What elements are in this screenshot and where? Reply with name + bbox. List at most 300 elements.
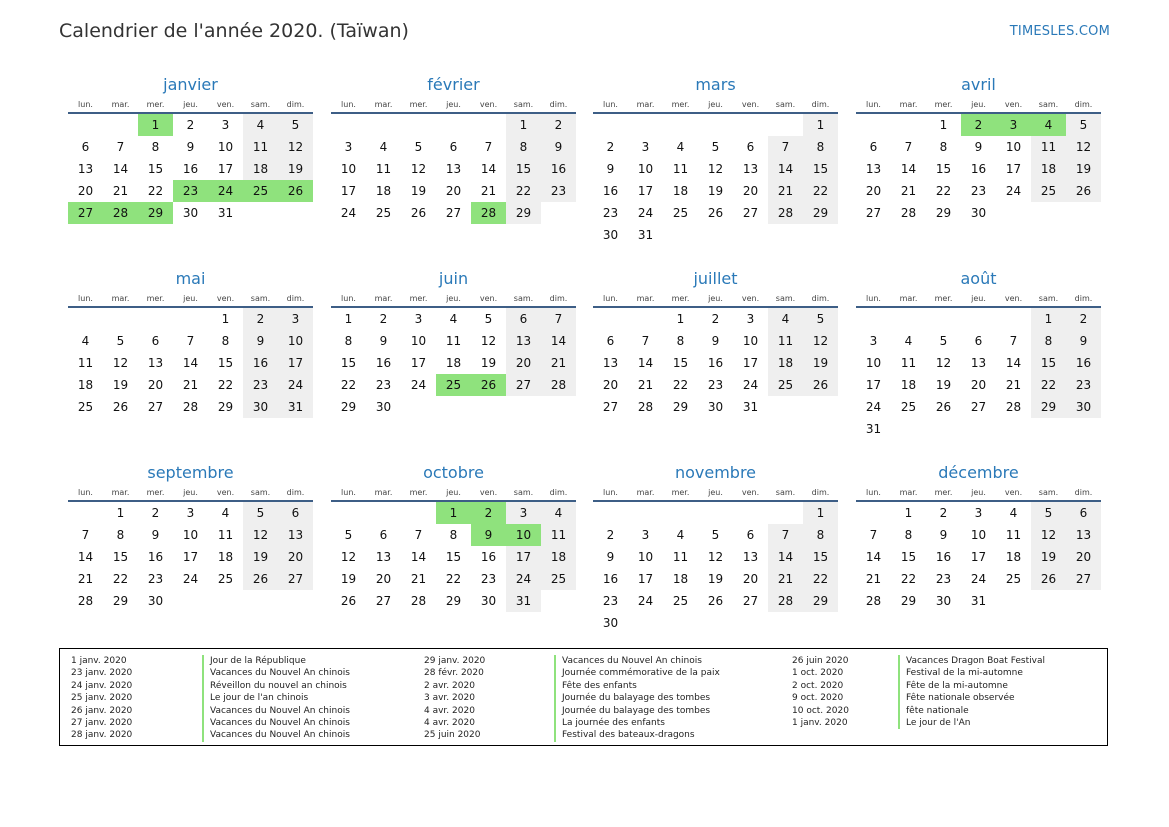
day-cell: 11 [243,136,278,158]
day-cell: 30 [182,206,199,220]
day-cell: 14 [182,356,199,370]
day-cell: 20 [970,378,987,392]
day-cell: 3 [746,312,755,326]
day-cell: 14 [480,162,497,176]
weekday-header [68,292,313,308]
day-cell: 14 [77,550,94,564]
weekday-label: mer. [934,294,953,303]
day-grid [331,114,576,224]
day-cell: 13 [742,162,759,176]
empty-cell [856,114,891,136]
day-cell: 7 [186,334,195,348]
holiday-day-cell: 28 [103,202,138,224]
day-cell: 12 [243,524,278,546]
day-cell: 30 [243,396,278,418]
day-cell: 12 [410,162,427,176]
day-cell: 7 [116,140,125,154]
legend-date: 24 janv. 2020 [71,680,133,691]
day-cell: 23 [375,378,392,392]
day-cell: 22 [217,378,234,392]
day-cell: 15 [935,162,952,176]
day-cell: 15 [506,158,541,180]
day-cell: 6 [379,528,388,542]
holiday-day-cell: 23 [173,180,208,202]
day-cell: 30 [935,594,952,608]
day-cell: 31 [742,400,759,414]
empty-cell [103,114,138,136]
weekday-header [593,486,838,502]
day-cell: 23 [602,594,619,608]
day-cell: 15 [803,158,838,180]
day-cell: 28 [900,206,917,220]
day-cell: 16 [602,184,619,198]
day-cell: 15 [672,356,689,370]
day-cell: 8 [803,136,838,158]
weekday-header [331,292,576,308]
day-cell: 6 [869,140,878,154]
legend-date-column [424,655,485,742]
day-cell: 21 [112,184,129,198]
legend-date: 1 janv. 2020 [792,717,848,728]
day-cell: 2 [541,114,576,136]
day-cell: 20 [1066,546,1101,568]
weekday-header [593,292,838,308]
day-cell: 9 [974,140,983,154]
day-cell: 26 [410,206,427,220]
day-cell: 3 [641,528,650,542]
day-cell: 1 [1031,308,1066,330]
day-cell: 12 [1066,136,1101,158]
day-cell: 16 [970,162,987,176]
day-cell: 21 [77,572,94,586]
day-cell: 2 [243,308,278,330]
day-cell: 13 [1066,524,1101,546]
weekday-label: jeu. [708,100,723,109]
weekday-header [68,98,313,114]
day-cell: 18 [672,572,689,586]
day-cell: 25 [672,206,689,220]
holiday-day-cell: 24 [208,180,243,202]
day-cell: 13 [278,524,313,546]
weekday-header [593,98,838,114]
legend-holiday-name: Vacances du Nouvel An chinois [202,729,350,741]
weekday-label: ven. [1004,100,1023,109]
weekday-label: jeu. [708,488,723,497]
day-cell: 12 [340,550,357,564]
day-cell: 10 [340,162,357,176]
weekday-label: lun. [603,294,618,303]
empty-cell [856,308,891,330]
day-cell: 8 [221,334,230,348]
day-cell: 17 [217,162,234,176]
month-title: février [427,75,480,94]
day-cell: 10 [410,334,427,348]
holiday-day-cell: 1 [138,114,173,136]
month-title: décembre [938,463,1019,482]
empty-cell [331,114,366,136]
empty-cell [663,114,698,136]
weekday-label: mar. [636,294,655,303]
day-cell: 31 [506,590,541,612]
day-cell: 27 [506,374,541,396]
legend-date: 4 avr. 2020 [424,705,475,716]
legend-holiday-name: Le jour de l'an chinois [202,692,350,704]
day-cell: 18 [217,550,234,564]
day-cell: 28 [410,594,427,608]
legend-holiday-name: Jour de la République [202,655,350,667]
day-cell: 22 [147,184,164,198]
day-cell: 29 [112,594,129,608]
weekday-label: dim. [1074,488,1093,497]
day-cell: 22 [506,180,541,202]
day-cell: 20 [147,378,164,392]
month-block [331,74,576,224]
day-cell: 24 [742,378,759,392]
day-cell: 27 [742,594,759,608]
weekday-label: jeu. [446,100,461,109]
empty-cell [68,502,103,524]
empty-cell [926,308,961,330]
weekday-label: sam. [250,294,271,303]
month-block [68,74,313,224]
day-cell: 25 [77,400,94,414]
holiday-day-cell: 2 [961,114,996,136]
day-cell: 5 [243,502,278,524]
empty-cell [856,502,891,524]
month-block [331,462,576,612]
day-cell: 6 [974,334,983,348]
day-cell: 26 [707,594,724,608]
weekday-label: mar. [899,294,918,303]
holiday-day-cell: 26 [278,180,313,202]
month-title: août [960,269,997,288]
day-grid [68,308,313,418]
weekday-label: mar. [636,488,655,497]
day-cell: 14 [541,330,576,352]
weekday-label: lun. [341,100,356,109]
day-cell: 22 [900,572,917,586]
day-cell: 13 [77,162,94,176]
day-cell: 4 [221,506,230,520]
day-cell: 6 [606,334,615,348]
weekday-label: mar. [899,100,918,109]
holiday-day-cell: 25 [243,180,278,202]
day-cell: 21 [410,572,427,586]
weekday-label: ven. [741,488,760,497]
day-cell: 8 [1031,330,1066,352]
day-cell: 4 [81,334,90,348]
day-grid [331,308,576,418]
day-cell: 7 [768,136,803,158]
day-cell: 27 [865,206,882,220]
day-cell: 20 [278,546,313,568]
month-title: septembre [147,463,234,482]
holiday-day-cell: 10 [506,524,541,546]
day-cell: 11 [1031,136,1066,158]
weekday-label: sam. [775,100,796,109]
day-cell: 11 [375,162,392,176]
weekday-label: sam. [513,294,534,303]
day-cell: 25 [375,206,392,220]
weekday-label: sam. [250,100,271,109]
day-cell: 31 [970,594,987,608]
day-cell: 24 [865,400,882,414]
day-cell: 6 [506,308,541,330]
day-cell: 9 [243,330,278,352]
day-cell: 7 [1009,334,1018,348]
day-cell: 8 [151,140,160,154]
legend-name-column [202,655,350,742]
day-cell: 3 [974,506,983,520]
weekday-header [331,486,576,502]
month-block [856,462,1101,612]
month-title: juillet [693,269,738,288]
day-cell: 8 [904,528,913,542]
weekday-label: jeu. [183,100,198,109]
day-cell: 15 [900,550,917,564]
day-cell: 22 [803,568,838,590]
empty-cell [471,114,506,136]
weekday-label: mer. [671,488,690,497]
day-cell: 17 [410,356,427,370]
day-cell: 9 [606,550,615,564]
day-cell: 5 [711,140,720,154]
day-cell: 14 [1005,356,1022,370]
legend-date: 2 avr. 2020 [424,680,475,691]
holiday-day-cell: 9 [471,524,506,546]
day-cell: 19 [1031,546,1066,568]
day-cell: 14 [637,356,654,370]
day-cell: 31 [865,422,882,436]
empty-cell [103,308,138,330]
day-cell: 3 [221,118,230,132]
legend-holiday-name: Vacances du Nouvel An chinois [202,667,350,679]
day-cell: 11 [672,550,689,564]
day-cell: 11 [672,162,689,176]
day-cell: 8 [344,334,353,348]
day-cell: 7 [541,308,576,330]
day-cell: 18 [768,352,803,374]
month-title: mai [175,269,206,288]
day-cell: 12 [1031,524,1066,546]
day-grid [331,502,576,612]
day-cell: 21 [768,180,803,202]
legend-date: 25 janv. 2020 [71,693,133,704]
legend-date: 26 janv. 2020 [71,705,133,716]
day-cell: 4 [1009,506,1018,520]
day-cell: 18 [375,184,392,198]
day-cell: 16 [707,356,724,370]
day-cell: 19 [340,572,357,586]
day-cell: 8 [449,528,458,542]
day-cell: 24 [182,572,199,586]
legend-holiday-name: Fête de la mi-automne [898,680,1045,692]
weekday-label: mer. [146,488,165,497]
day-cell: 5 [1066,114,1101,136]
weekday-label: lun. [341,488,356,497]
legend-date: 3 avr. 2020 [424,693,475,704]
day-cell: 1 [506,114,541,136]
weekday-label: sam. [1038,100,1059,109]
day-cell: 19 [707,184,724,198]
legend-date: 1 oct. 2020 [792,668,844,679]
day-grid [856,114,1101,224]
weekday-label: ven. [479,100,498,109]
day-cell: 26 [707,206,724,220]
day-cell: 11 [445,334,462,348]
weekday-label: dim. [811,488,830,497]
day-cell: 20 [445,184,462,198]
day-cell: 6 [1066,502,1101,524]
weekday-label: ven. [216,294,235,303]
legend-date: 10 oct. 2020 [792,705,849,716]
day-cell: 10 [637,162,654,176]
day-cell: 17 [742,356,759,370]
day-cell: 2 [151,506,160,520]
day-cell: 11 [1005,528,1022,542]
day-cell: 13 [445,162,462,176]
month-title: mars [695,75,736,94]
legend-holiday-name: Vacances du Nouvel An chinois [202,717,350,729]
legend-holiday-name: Fête des enfants [554,680,720,692]
day-cell: 5 [116,334,125,348]
weekday-label: dim. [286,100,305,109]
holiday-day-cell: 4 [1031,114,1066,136]
day-cell: 23 [935,572,952,586]
day-cell: 29 [340,400,357,414]
day-cell: 25 [900,400,917,414]
empty-cell [733,502,768,524]
day-cell: 9 [379,334,388,348]
day-cell: 22 [1031,374,1066,396]
day-cell: 29 [803,590,838,612]
day-cell: 26 [243,568,278,590]
legend-date-column [71,655,132,742]
empty-cell [173,308,208,330]
weekday-label: lun. [866,294,881,303]
weekday-label: dim. [1074,100,1093,109]
day-cell: 19 [480,356,497,370]
holiday-day-cell: 3 [996,114,1031,136]
weekday-label: lun. [341,294,356,303]
day-cell: 24 [340,206,357,220]
day-cell: 11 [77,356,94,370]
day-cell: 16 [541,158,576,180]
day-cell: 31 [637,228,654,242]
day-cell: 13 [375,550,392,564]
day-cell: 29 [445,594,462,608]
day-cell: 11 [541,524,576,546]
empty-cell [138,308,173,330]
day-cell: 13 [506,330,541,352]
weekday-header [856,98,1101,114]
weekday-label: sam. [1038,488,1059,497]
empty-cell [698,502,733,524]
day-cell: 13 [602,356,619,370]
day-cell: 13 [865,162,882,176]
day-cell: 15 [803,546,838,568]
day-cell: 29 [217,400,234,414]
day-cell: 29 [672,400,689,414]
day-cell: 22 [445,572,462,586]
day-cell: 12 [112,356,129,370]
day-cell: 18 [900,378,917,392]
day-cell: 20 [506,352,541,374]
legend-date: 23 janv. 2020 [71,668,133,679]
day-cell: 20 [742,572,759,586]
day-cell: 26 [803,374,838,396]
day-cell: 1 [803,502,838,524]
day-cell: 1 [904,506,913,520]
day-cell: 30 [147,594,164,608]
day-cell: 18 [243,158,278,180]
weekday-label: dim. [811,294,830,303]
day-cell: 25 [672,594,689,608]
day-cell: 3 [869,334,878,348]
day-cell: 16 [182,162,199,176]
legend-date: 9 oct. 2020 [792,693,844,704]
brand-link[interactable]: TIMESLES.COM [1009,24,1110,39]
day-cell: 26 [1066,180,1101,202]
day-cell: 18 [77,378,94,392]
day-cell: 5 [711,528,720,542]
day-cell: 10 [742,334,759,348]
holiday-legend [59,648,1108,746]
day-cell: 19 [112,378,129,392]
weekday-label: dim. [811,100,830,109]
day-cell: 4 [676,140,685,154]
day-cell: 9 [939,528,948,542]
weekday-header [856,486,1101,502]
day-cell: 17 [637,572,654,586]
legend-date: 4 avr. 2020 [424,717,475,728]
day-cell: 8 [676,334,685,348]
day-cell: 3 [186,506,195,520]
weekday-label: ven. [479,488,498,497]
empty-cell [628,114,663,136]
day-cell: 17 [970,550,987,564]
empty-cell [663,502,698,524]
day-cell: 1 [116,506,125,520]
day-cell: 7 [869,528,878,542]
day-cell: 25 [217,572,234,586]
day-cell: 15 [1031,352,1066,374]
day-cell: 29 [935,206,952,220]
day-cell: 28 [1005,400,1022,414]
legend-date: 25 juin 2020 [424,730,481,741]
day-cell: 29 [1031,396,1066,418]
weekday-label: lun. [603,488,618,497]
day-cell: 3 [641,140,650,154]
weekday-label: mer. [671,100,690,109]
day-cell: 12 [278,136,313,158]
day-cell: 15 [147,162,164,176]
weekday-label: jeu. [971,488,986,497]
legend-date: 28 févr. 2020 [424,668,484,679]
day-cell: 15 [340,356,357,370]
day-cell: 21 [865,572,882,586]
day-cell: 18 [1031,158,1066,180]
day-cell: 22 [340,378,357,392]
weekday-label: lun. [603,100,618,109]
day-cell: 1 [939,118,948,132]
empty-cell [436,114,471,136]
day-cell: 5 [414,140,423,154]
day-cell: 12 [803,330,838,352]
day-cell: 28 [182,400,199,414]
weekday-label: lun. [866,488,881,497]
day-cell: 4 [449,312,458,326]
